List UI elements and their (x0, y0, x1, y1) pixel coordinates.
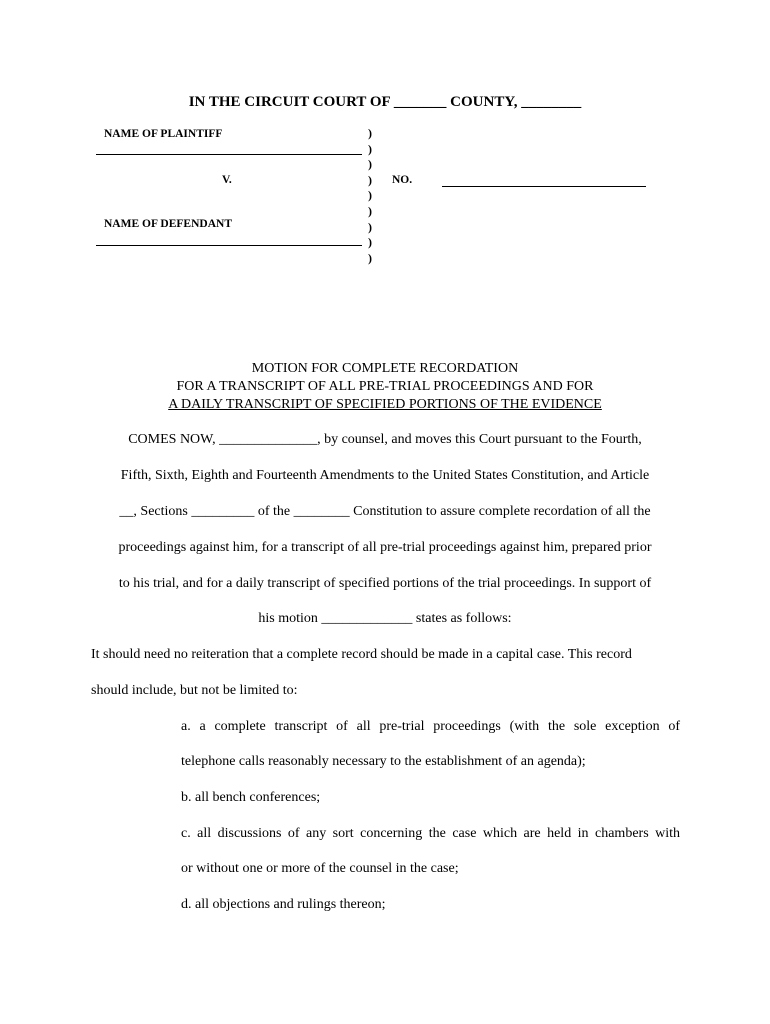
motion-title-line-3: A DAILY TRANSCRIPT OF SPECIFIED PORTIONS OF THE EVIDENCE (168, 397, 602, 412)
case-number-line (442, 186, 646, 187)
caption-paren: ) (368, 235, 372, 250)
caption-paren: ) (368, 126, 372, 140)
paragraph-line: It should need no reiteration that a complete record should be made in a capital case. This record (91, 647, 632, 662)
intro-line: __, Sections _________ of the ________ Constitution to assure complete recordation of all the (119, 504, 651, 519)
caption-paren: ) (368, 141, 372, 156)
court-heading: IN THE CIRCUIT COURT OF _______ COUNTY, ________ (188, 94, 582, 110)
versus-label: V. (222, 174, 232, 186)
paragraph-line: should include, but not be limited to: (91, 683, 298, 698)
list-item: a. a complete transcript of all pre-trial proceedings (with the sole exception of (181, 719, 680, 734)
intro-line: Fifth, Sixth, Eighth and Fourteenth Amendments to the United States Constitution, and Article (120, 468, 650, 483)
caption-paren: ) (368, 157, 372, 172)
caption-paren: ) (368, 172, 372, 187)
caption-paren: ) (368, 188, 372, 203)
list-item: b. all bench conferences; (181, 790, 321, 805)
caption-paren: ) (368, 250, 372, 265)
caption-paren: ) (368, 219, 372, 234)
intro-line: COMES NOW, ______________, by counsel, and moves this Court pursuant to the Fourth, (128, 432, 642, 447)
intro-line: to his trial, and for a daily transcript of specified portions of the trial proceedings. In support of (118, 576, 652, 591)
list-item: c. all discussions of any sort concerning the case which are held in chambers with (181, 826, 680, 841)
case-number-label: NO. (392, 174, 413, 186)
intro-line: his motion _____________ states as follows: (258, 611, 512, 626)
intro-line: proceedings against him, for a transcript of all pre-trial proceedings against him, prepared prior (118, 540, 652, 555)
defendant-signature-line (96, 245, 362, 246)
motion-title-line-1: MOTION FOR COMPLETE RECORDATION (251, 361, 519, 376)
plaintiff-label: NAME OF PLAINTIFF (104, 128, 223, 140)
caption-divider (368, 126, 380, 266)
list-item: telephone calls reasonably necessary to the establishment of an agenda); (181, 754, 586, 769)
plaintiff-signature-line (96, 154, 362, 155)
list-item: or without one or more of the counsel in the case; (181, 861, 459, 876)
defendant-label: NAME OF DEFENDANT (104, 218, 232, 230)
caption-paren: ) (368, 203, 372, 218)
list-item: d. all objections and rulings thereon; (181, 897, 386, 912)
motion-title-line-2: FOR A TRANSCRIPT OF ALL PRE-TRIAL PROCEEDINGS AND FOR (176, 379, 594, 394)
